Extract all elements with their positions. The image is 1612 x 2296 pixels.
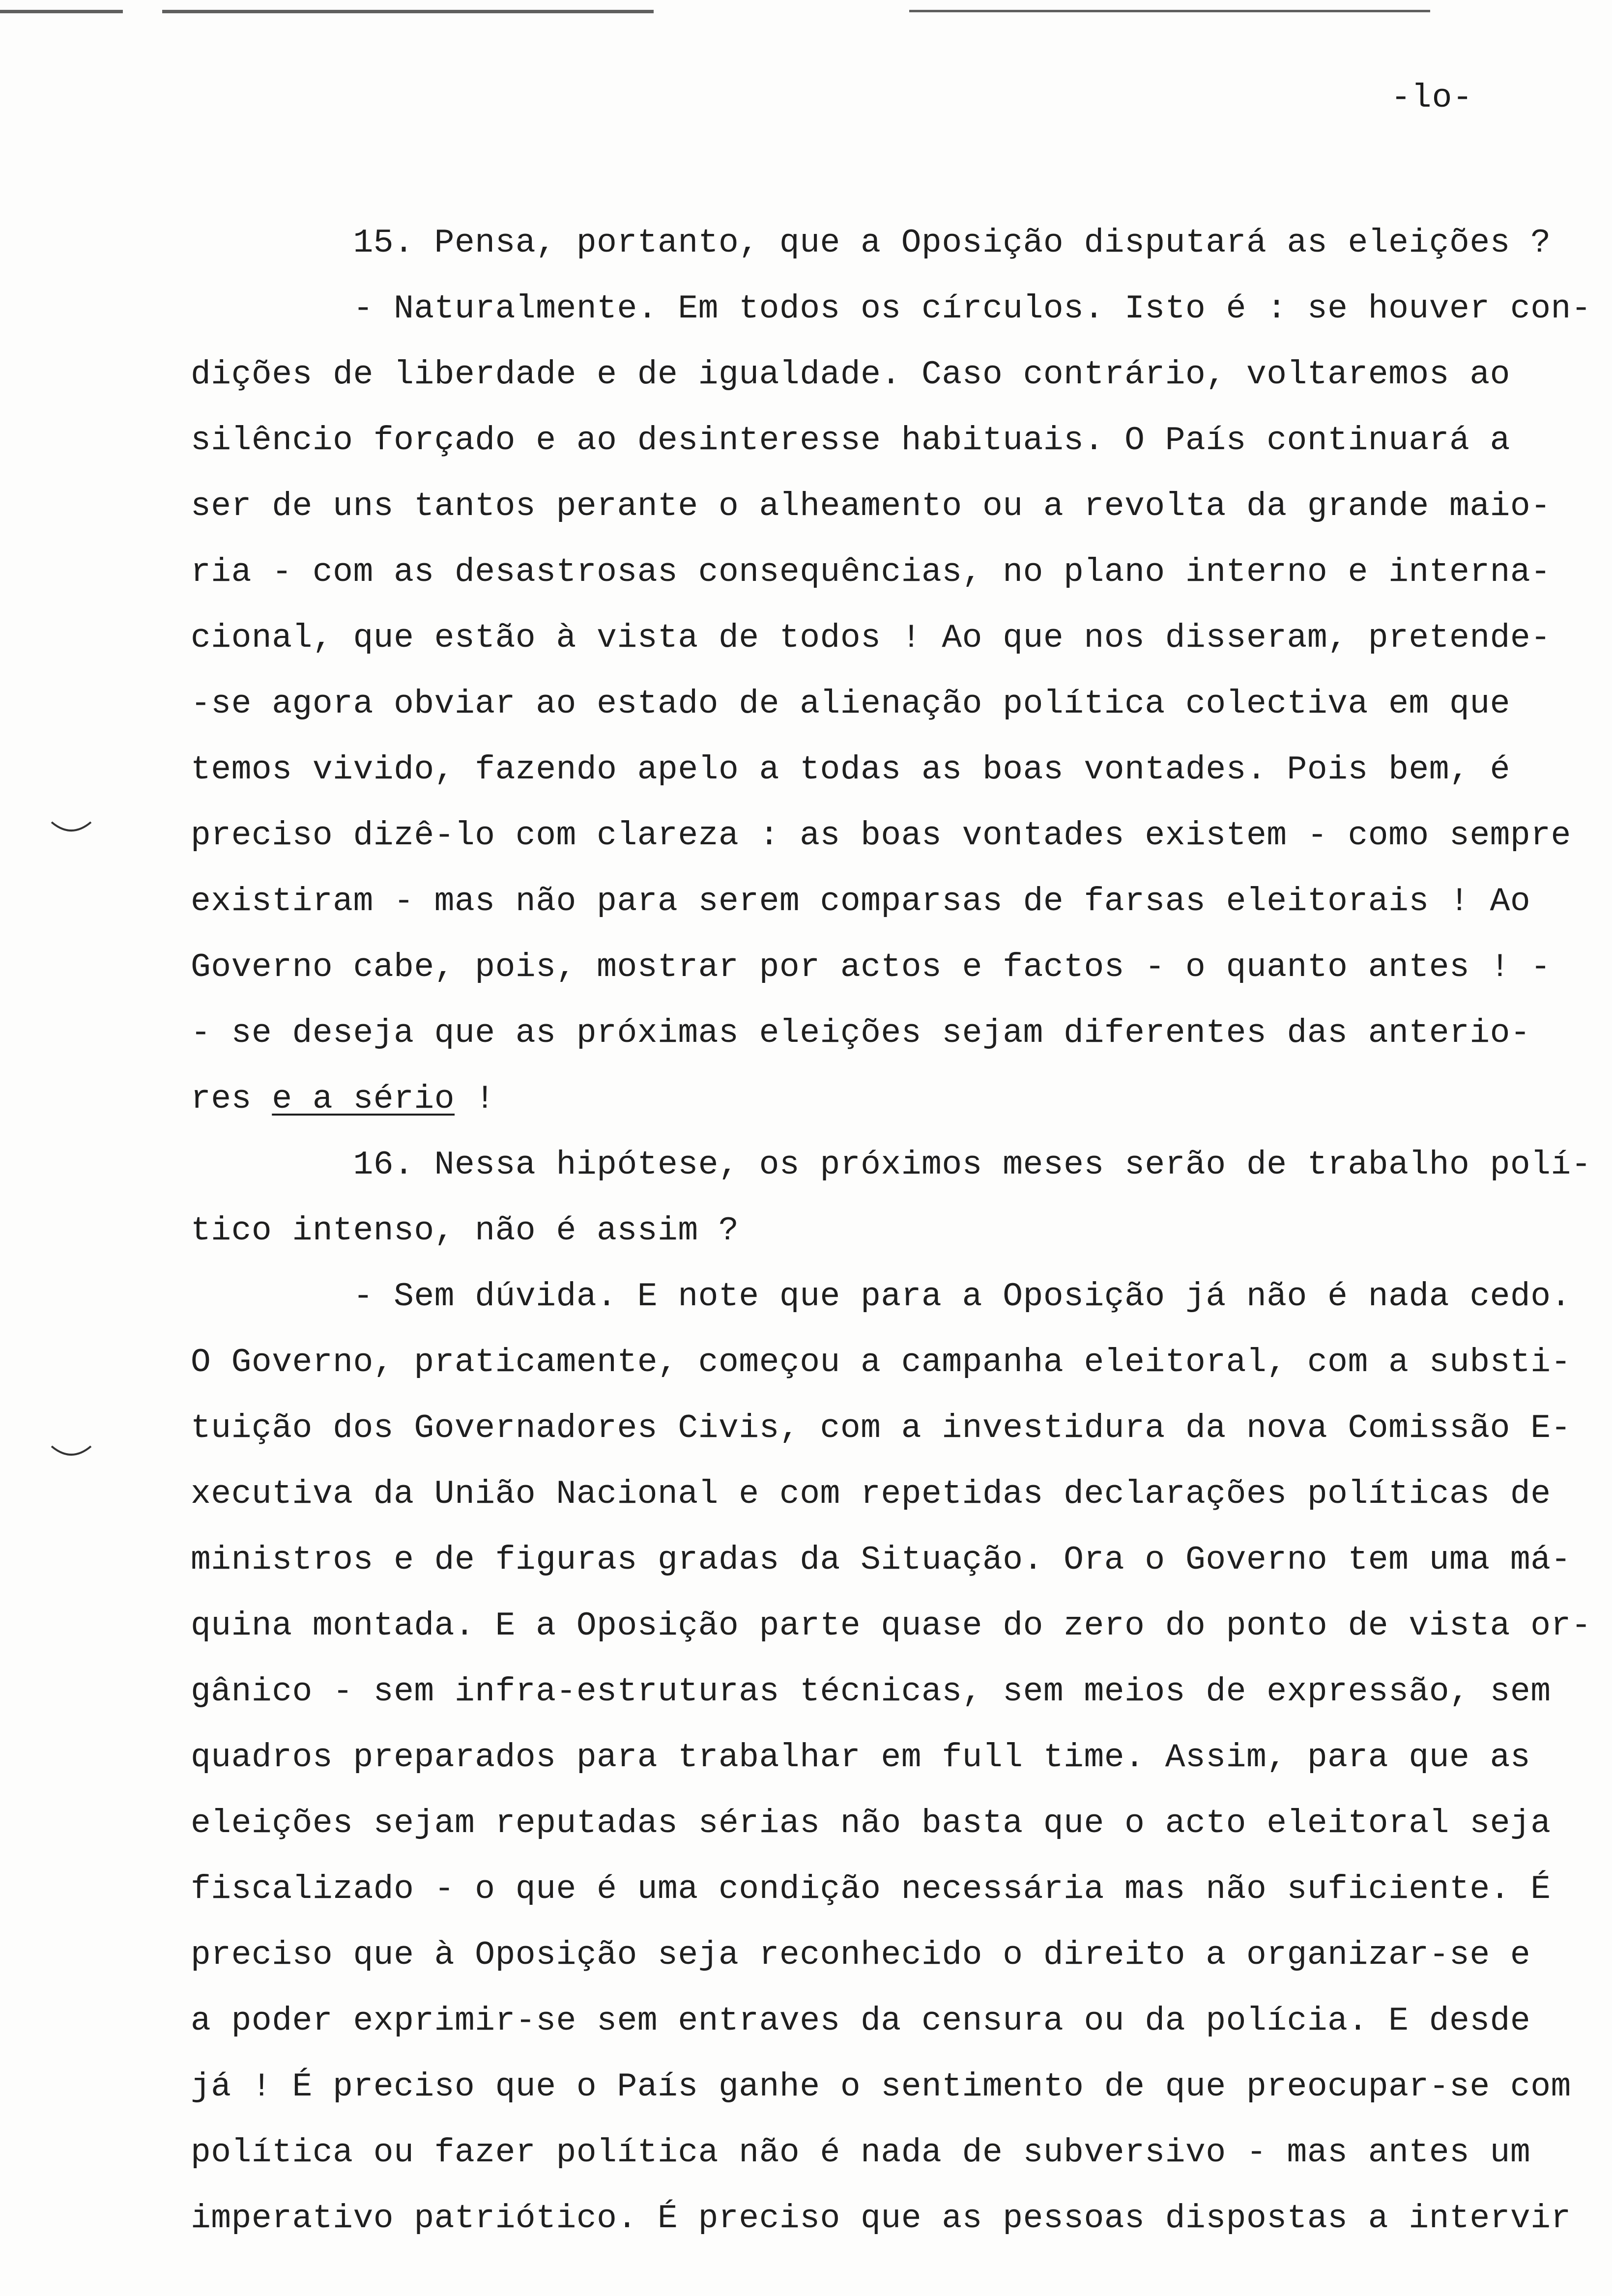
text-line: 15. Pensa, portanto, que a Oposição disputará as eleições ? (191, 224, 1551, 262)
text-line: ministros e de figuras gradas da Situação. Ora o Governo tem uma má- (191, 1541, 1571, 1579)
text-line: já ! É preciso que o País ganhe o sentimento de que preocupar-se com (191, 2068, 1571, 2106)
text-line: - Sem dúvida. E note que para a Oposição já não é nada cedo. (191, 1278, 1571, 1316)
text-line: imperativo patriótico. É preciso que as pessoas dispostas a intervir (191, 2200, 1571, 2238)
text-line: preciso dizê-lo com clareza : as boas vontades existem - como sempre (191, 817, 1571, 855)
underlined-phrase: e a sério (272, 1080, 455, 1118)
text-line: tico intenso, não é assim ? (191, 1212, 739, 1250)
page-number: -lo- (1391, 79, 1473, 117)
text-line: quina montada. E a Oposição parte quase do zero do ponto de vista or- (191, 1607, 1592, 1645)
text-line: preciso que à Oposição seja reconhecido o direito a organizar-se e (191, 1936, 1531, 1974)
text-line: cional, que estão à vista de todos ! Ao que nos disseram, pretende- (191, 619, 1551, 657)
text-line: política ou fazer política não é nada de subversivo - mas antes um (191, 2134, 1531, 2172)
typewritten-body (191, 210, 1592, 2252)
text-line: existiram - mas não para serem comparsas de farsas eleitorais ! Ao (191, 883, 1531, 920)
line-fragment: ! (455, 1080, 495, 1118)
text-line: quadros preparados para trabalhar em full time. Assim, para que as (191, 1739, 1531, 1777)
scan-top-edge-middle (162, 10, 654, 13)
text-line-with-underline (191, 1066, 1567, 1132)
text-line: gânico - sem infra-estruturas técnicas, sem meios de expressão, sem (191, 1673, 1551, 1711)
text-line: temos vivido, fazendo apelo a todas as boas vontades. Pois bem, é (191, 751, 1510, 789)
text-line: a poder exprimir-se sem entraves da censura ou da polícia. E desde (191, 2002, 1531, 2040)
text-line: ser de uns tantos perante o alheamento ou a revolta da grande maio- (191, 488, 1551, 525)
text-line: O Governo, praticamente, começou a campanha eleitoral, com a substi- (191, 1344, 1571, 1381)
text-line: fiscalizado - o que é uma condição necessária mas não suficiente. É (191, 1870, 1551, 1908)
text-line: -se agora obviar ao estado de alienação política colectiva em que (191, 685, 1510, 723)
margin-hole-mark-lower (49, 1442, 93, 1462)
line-fragment: res (191, 1080, 272, 1118)
text-line: 16. Nessa hipótese, os próximos meses serão de trabalho polí- (191, 1146, 1592, 1184)
text-line: - se deseja que as próximas eleições sejam diferentes das anterio- (191, 1014, 1531, 1052)
text-line: - Naturalmente. Em todos os círculos. Isto é : se houver con- (191, 290, 1592, 328)
margin-hole-mark-upper (49, 818, 93, 838)
text-line: xecutiva da União Nacional e com repetidas declarações políticas de (191, 1475, 1551, 1513)
scan-top-edge-left (0, 10, 123, 13)
text-line: eleições sejam reputadas sérias não basta que o acto eleitoral seja (191, 1805, 1551, 1842)
text-line: tuição dos Governadores Civis, com a investidura da nova Comissão E- (191, 1409, 1571, 1447)
text-line: silêncio forçado e ao desinteresse habituais. O País continuará a (191, 422, 1510, 459)
text-line: Governo cabe, pois, mostrar por actos e factos - o quanto antes ! - (191, 948, 1551, 986)
text-line: dições de liberdade e de igualdade. Caso contrário, voltaremos ao (191, 356, 1510, 394)
text-line: ria - com as desastrosas consequências, no plano interno e interna- (191, 553, 1551, 591)
scan-top-edge-right (909, 10, 1430, 12)
